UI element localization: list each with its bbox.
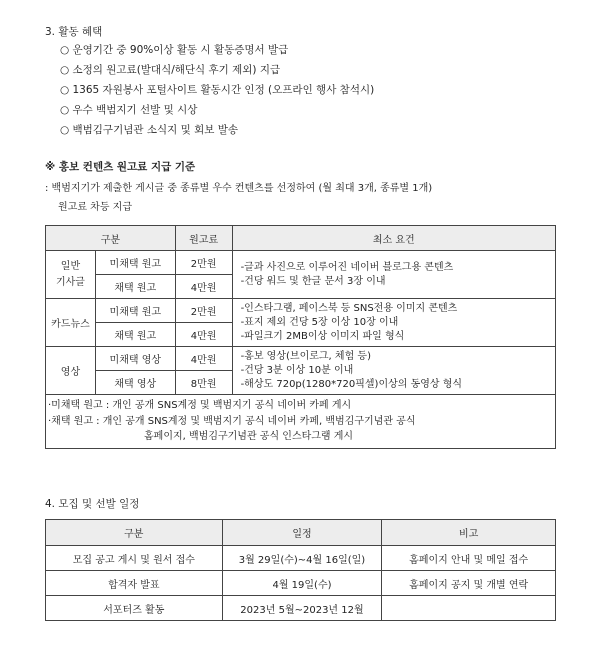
- schedule-note: [382, 596, 556, 621]
- schedule-note: 홈페이지 공지 및 개별 연락: [382, 571, 556, 596]
- table-row: [46, 299, 556, 323]
- fee-section-description-cont: 원고료 차등 지급: [58, 202, 132, 213]
- benefit-item: ○ 우수 백범지기 선발 및 시상: [60, 104, 198, 116]
- row-fee: 4만원: [175, 347, 232, 371]
- benefit-item: ○ 운영기간 중 90%이상 활동 시 활동증명서 발급: [60, 44, 289, 56]
- row-type: 채택 원고: [95, 323, 175, 347]
- group-requirements: -홍보 영상(브이로그, 체험 등) -건당 3분 이상 10분 이내 -해상도 720p(1280*720픽셀)이상의 동영상 형식: [232, 347, 555, 395]
- row-type: 채택 원고: [95, 275, 175, 299]
- section-3-title: 3. 활동 혜택: [45, 26, 103, 38]
- row-fee: 4만원: [175, 275, 232, 299]
- schedule-note: 홈페이지 안내 및 메일 접수: [382, 546, 556, 571]
- fee-section-description: : 백범지기가 제출한 게시글 중 종류별 우수 컨텐츠를 선정하여 (월 최대 3개, 종류별 1개): [45, 183, 433, 194]
- schedule-category: 합격자 발표: [46, 571, 223, 596]
- row-fee: 8만원: [175, 371, 232, 395]
- schedule-table: [45, 519, 556, 621]
- table-row: [46, 347, 556, 371]
- table-notes-row: [46, 395, 556, 449]
- schedule-category: 서포터즈 활동: [46, 596, 223, 621]
- table-row: [46, 596, 556, 621]
- fee-table: [45, 225, 556, 449]
- benefit-item: ○ 소정의 원고료(발대식/해단식 후기 제외) 지급: [60, 64, 281, 76]
- group-requirements: -인스타그램, 페이스북 등 SNS전용 이미지 콘텐츠 -표지 제외 건당 5장 이상 10장 이내 -파일크기 2MB이상 이미지 파일 형식: [232, 299, 555, 347]
- header-category: 구분: [46, 520, 223, 546]
- schedule-date: 3월 29일(수)~4월 16일(일): [222, 546, 382, 571]
- benefit-item: ○ 1365 자원봉사 포털사이트 활동시간 인정 (오프라인 행사 참석시): [60, 84, 375, 96]
- header-fee: 원고료: [175, 226, 232, 251]
- table-notes: ·미채택 원고 : 개인 공개 SNS계정 및 백범지기 공식 네이버 카페 게시 ·채택 원고 : 개인 공개 SNS계정 및 백범지기 공식 네이버 카페, 백범김구기념관 공식 홈페이지, 백범김구기념관 공식 인스타그램 게시: [46, 395, 556, 449]
- table-row: [46, 251, 556, 275]
- group-requirements: -글과 사진으로 이루어진 네이버 블로그용 콘텐츠 -건당 워드 및 한글 문서 3장 이내: [232, 251, 555, 299]
- table-row: [46, 546, 556, 571]
- group-name-general: 일반 기사글: [46, 251, 96, 299]
- header-schedule: 일정: [222, 520, 382, 546]
- group-name-video: 영상: [46, 347, 96, 395]
- header-requirements: 최소 요건: [232, 226, 555, 251]
- group-name-cardnews: 카드뉴스: [46, 299, 96, 347]
- schedule-category: 모집 공고 게시 및 원서 접수: [46, 546, 223, 571]
- row-fee: 4만원: [175, 323, 232, 347]
- benefit-item: ○ 백범김구기념관 소식지 및 회보 발송: [60, 124, 238, 136]
- row-type: 미채택 원고: [95, 299, 175, 323]
- header-category: 구분: [46, 226, 176, 251]
- row-type: 미채택 영상: [95, 347, 175, 371]
- table-row: [46, 571, 556, 596]
- row-type: 채택 영상: [95, 371, 175, 395]
- fee-section-title: ※ 홍보 컨텐츠 원고료 지급 기준: [45, 161, 196, 173]
- schedule-date: 2023년 5월~2023년 12월: [222, 596, 382, 621]
- section-4-title: 4. 모집 및 선발 일정: [45, 498, 140, 510]
- row-fee: 2만원: [175, 299, 232, 323]
- schedule-table-header: [46, 520, 556, 546]
- fee-table-header: [46, 226, 556, 251]
- row-type: 미채택 원고: [95, 251, 175, 275]
- schedule-date: 4월 19일(수): [222, 571, 382, 596]
- row-fee: 2만원: [175, 251, 232, 275]
- header-note: 비고: [382, 520, 556, 546]
